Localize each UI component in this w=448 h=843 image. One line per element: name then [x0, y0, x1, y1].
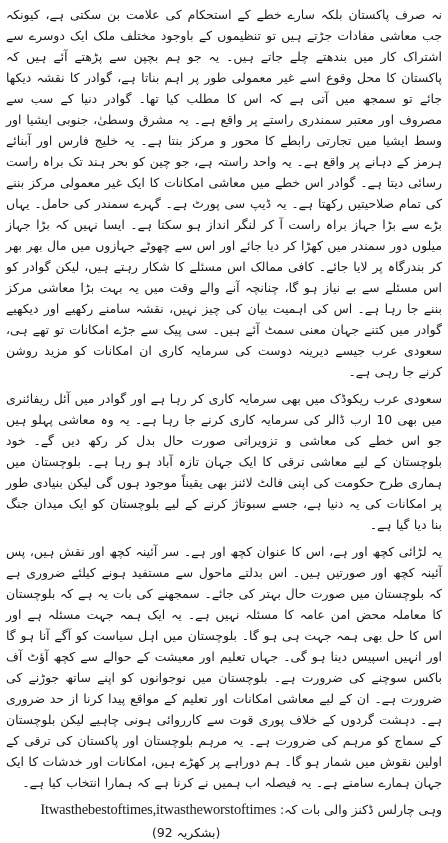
quote-intro: وہی چارلس ڈکنز والی بات کہ:: [280, 802, 442, 817]
article-paragraph-1: نہ صرف پاکستان بلکہ سارے خطے کے استحکام کی علامت بن سکتی ہے، کیونکہ جب معاشی مفادات جڑتے ہیں تو تنظیموں کے باوجود مختلف ملک ایک دوسرے سے اشتراک کار میں بندھتے چلے جاتے ہیں۔ یہ جو ہم بچپن سے پڑھتے آئے ہیں کہ پاکستان کا محل وقوع اسے غیر معمولی طور پر اہم بناتا ہے، گوادر کا نقشہ دیکھا جائے تو سمجھ میں آتی ہے کہ اس کا مطلب کیا تھا۔ گوادر دنیا کے سب سے مصروف اور معتبر سمندری راستے پر واقع ہے۔ یہ مشرق وسطیٰ، جنوبی ایشیا اور وسط ایشیا میں تجارتی رابطے کا محور و مرکز بنتا ہے۔ یہ خلیج فارس اور آبنائے ہرمز کے دہانے پر واقع ہے۔ یہ واحد راستہ ہے، جو چین کو بحر ہند تک براہ راست رسائی دیتا ہے۔ گوادر اس خطے میں معاشی امکانات کا ایک غیر معمولی مرکز بننے کی تمام صلاحیتیں رکھتا ہے۔ یہ ڈیپ سی پورٹ ہے۔ گہرے سمندر کی حامل۔ یہاں بڑے سے بڑا جہاز براہ راست آ کر لنگر انداز ہو سکتا ہے۔ ایسا نہیں کہ بڑا جہاز میلوں دور سمندر میں کھڑا کر دیا جائے اور اس سے چھوٹے جہازوں میں مال بھر بھر کر بندرگاہ پر لایا جائے۔ کافی ممالک اس مسئلے کا شکار رہتے ہیں، لیکن گوادر کو اس مسئلے سے بے نیاز ہو گا، چنانچہ آنے والے وقت میں یہ بہت بڑا معاشی مرکز بننے جا رہا ہے۔ اس کی اہمیت بیان کی چیز نہیں، نقشہ سامنے رکھیے اور دیکھیے گوادر میں کتنے جہان معنی سمٹ آئے ہیں۔ سی پیک سے جڑے امکانات تو تھے ہی، سعودی عرب جیسے دیرینہ دوست کی سرمایہ کاری ان امکانات کو مزید روشن کرنے جا رہی ہے۔: [6, 7, 442, 379]
article-paragraph-2: سعودی عرب ریکوڈک میں بھی سرمایہ کاری کر رہا ہے اور گوادر میں آئل ریفائنری میں بھی 10 ارب ڈالر کی سرمایہ کاری کرنے جا رہا ہے۔ یہ وہ معاشی پہلو ہیں جو اس خطے کی معاشی و تزویراتی صورت حال بدل کر رکھ دیں گے۔ خود بلوچستان کے لیے معاشی ترقی کا ایک جہان تازہ آباد ہو رہا ہے۔ بلوچستان میں ہماری طرح حکومت کی اپنی فالٹ لائنز بھی یقیناً موجود ہوں گی لیکن بنیادی طور پر امکانات کی یہ دنیا ہے، جسے سبوتاژ کرنے کے لیے بلوچستان کو ایک میدان جنگ بنا دیا گیا ہے۔: [6, 391, 442, 532]
dickens-quote: Itwasthebestoftimes,itwastheworstoftimes: [40, 802, 277, 818]
closing-quote-line: [6, 799, 442, 821]
article-page: [6, 4, 442, 840]
source-credit: (بشکریہ 92): [152, 825, 221, 840]
article-paragraph-3: یہ لڑائی کچھ اور ہے، اس کا عنوان کچھ اور ہے۔ سر آئینہ کچھ اور نقش ہیں، پس آئینہ کچھ اور صورتیں ہیں۔ اس بدلتے ماحول سے مستفید ہونے کیلئے ضروری ہے کہ بلوچستان میں صورت حال بہتر کی جائے۔ سمجھنے کی بات یہ ہے کہ بلوچستان کا معاملہ محض امن عامہ کا مسئلہ نہیں ہے۔ یہ ایک ہمہ جہت مسئلہ ہے اور اس کا حل بھی ہمہ جہت ہی ہو گا۔ بلوچستان میں اہل سیاست کو آگے آنا ہو گا اور انہیں اسپیس دینا ہو گی۔ جہاں تعلیم اور معیشت کے حوالے سے کچھ آؤٹ آف باکس سوچنے کی ضرورت ہے۔ بلوچستان میں نوجوانوں کو اپنے ساتھ جوڑنے کی ضرورت ہے۔ ان کے لیے معاشی امکانات اور تعلیم کے مواقع پیدا کرنا از حد ضروری ہے۔ دہشت گردوں کے خلاف پوری قوت سے کارروائی ہونی چاہیے لیکن بلوچستان کے سماج کو مرہم کی ضرورت ہے۔ یہ مرہم بلوچستان اور پاکستان کی ترقی کے اولین نقوش میں شمار ہو گا۔ ہم دوراہے پر کھڑے ہیں، امکانات اور خدشات کا ایک جہان ہمارے سامنے ہے۔ یہ فیصلہ اب ہمیں نے کرنا ہے کہ ہمارا انتخاب کیا ہے۔: [6, 544, 442, 790]
